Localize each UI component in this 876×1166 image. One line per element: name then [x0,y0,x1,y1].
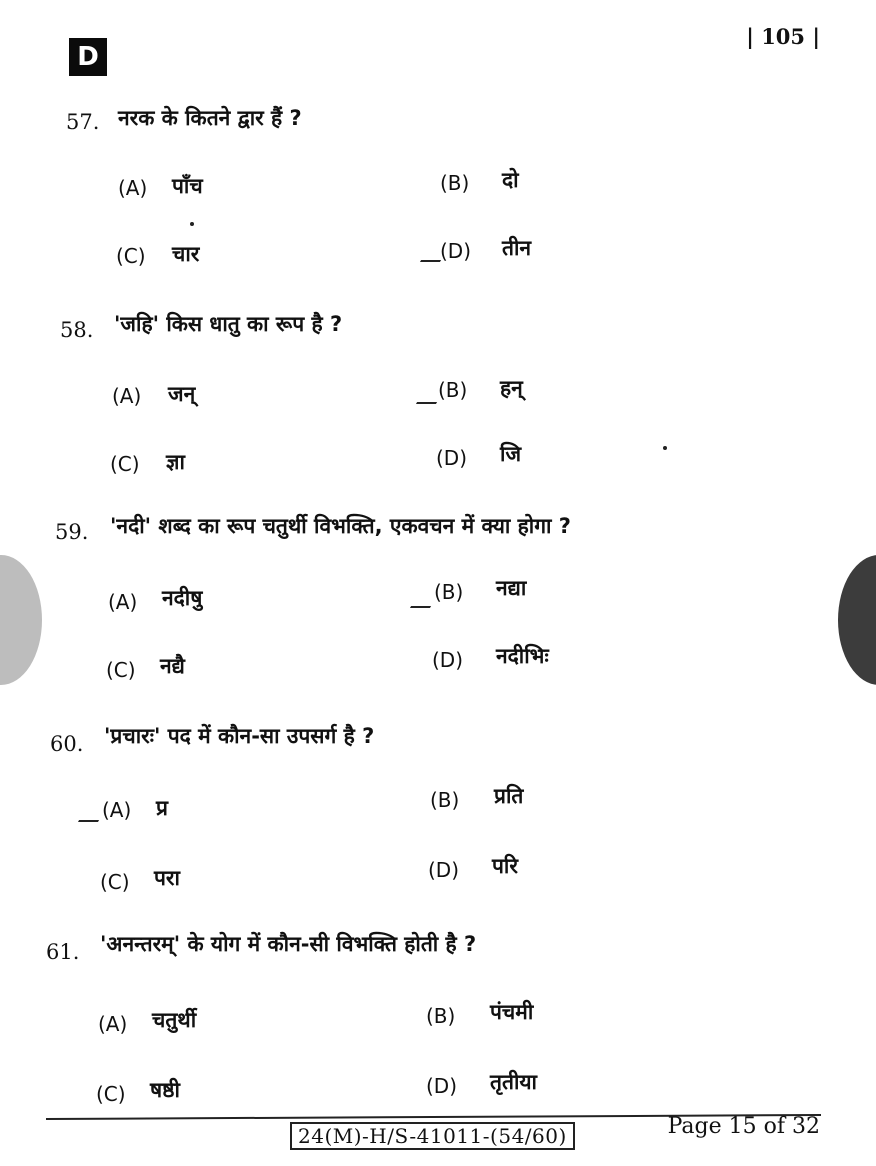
option-label: (A) [118,176,148,200]
option-text: तृतीया [490,1070,537,1094]
option-label: (C) [116,244,146,268]
option-label: (A) [108,590,138,614]
question-number: 60. [50,732,84,756]
option-text: प्र [156,796,168,820]
option-label: (D) [426,1074,458,1098]
page-code: | 105 | [746,24,820,49]
option-text: नद्यै [160,654,185,678]
question-number: 61. [46,940,80,964]
option-text: दो [502,168,519,192]
option-text: षष्ठी [150,1078,180,1102]
question-text: नरक के कितने द्वार हैं ? [118,106,302,130]
option-text: नद्या [496,576,527,600]
question-number: 59. [55,520,89,544]
option-label: (D) [440,239,472,263]
question-text: 'अनन्तरम्' के योग में कौन-सी विभक्ति होती है ? [100,932,477,956]
option-text: चार [172,242,200,266]
option-text: हन् [500,376,523,400]
option-label: (B) [426,1004,456,1028]
option-text: चतुर्थी [152,1008,197,1032]
option-label: (A) [98,1012,128,1036]
option-label: (B) [430,788,460,812]
option-label: (A) [112,384,142,408]
scan-shadow-left [0,555,42,685]
stray-mark [663,446,667,450]
stray-mark [190,222,194,226]
option-label: (B) [438,378,468,402]
option-text: परा [154,866,180,890]
option-label: (D) [428,858,460,882]
scan-shadow-right [838,555,876,685]
option-label: (D) [436,446,468,470]
option-text: तीन [502,236,532,260]
question-text: 'जहि' किस धातु का रूप है ? [114,312,343,336]
question-text: 'प्रचारः' पद में कौन-सा उपसर्ग है ? [104,724,375,748]
option-text: ज्ञा [166,450,185,474]
section-badge: D [69,38,107,76]
option-label: (B) [440,171,470,195]
option-label: (C) [110,452,140,476]
option-label: (C) [100,870,130,894]
option-text: प्रति [494,784,524,808]
option-text: पंचमी [490,1000,534,1024]
option-label: (C) [96,1082,126,1106]
option-text: जि [500,442,522,466]
page-number: Page 15 of 32 [667,1114,820,1139]
option-label: (C) [106,658,136,682]
question-number: 57. [66,110,100,134]
option-label: (D) [432,648,464,672]
question-text: 'नदी' शब्द का रूप चतुर्थी विभक्ति, एकवचन में क्या होगा ? [110,514,571,538]
option-text: नदीभिः [496,644,549,668]
option-text: जन् [168,382,196,406]
option-label: (B) [434,580,464,604]
question-number: 58. [60,318,94,342]
option-label: (A) [102,798,132,822]
paper-code: 24(M)-H/S-41011-(54/60) [290,1122,575,1150]
option-text: परि [492,854,518,878]
option-text: पाँच [172,174,203,198]
option-text: नदीषु [162,586,203,610]
